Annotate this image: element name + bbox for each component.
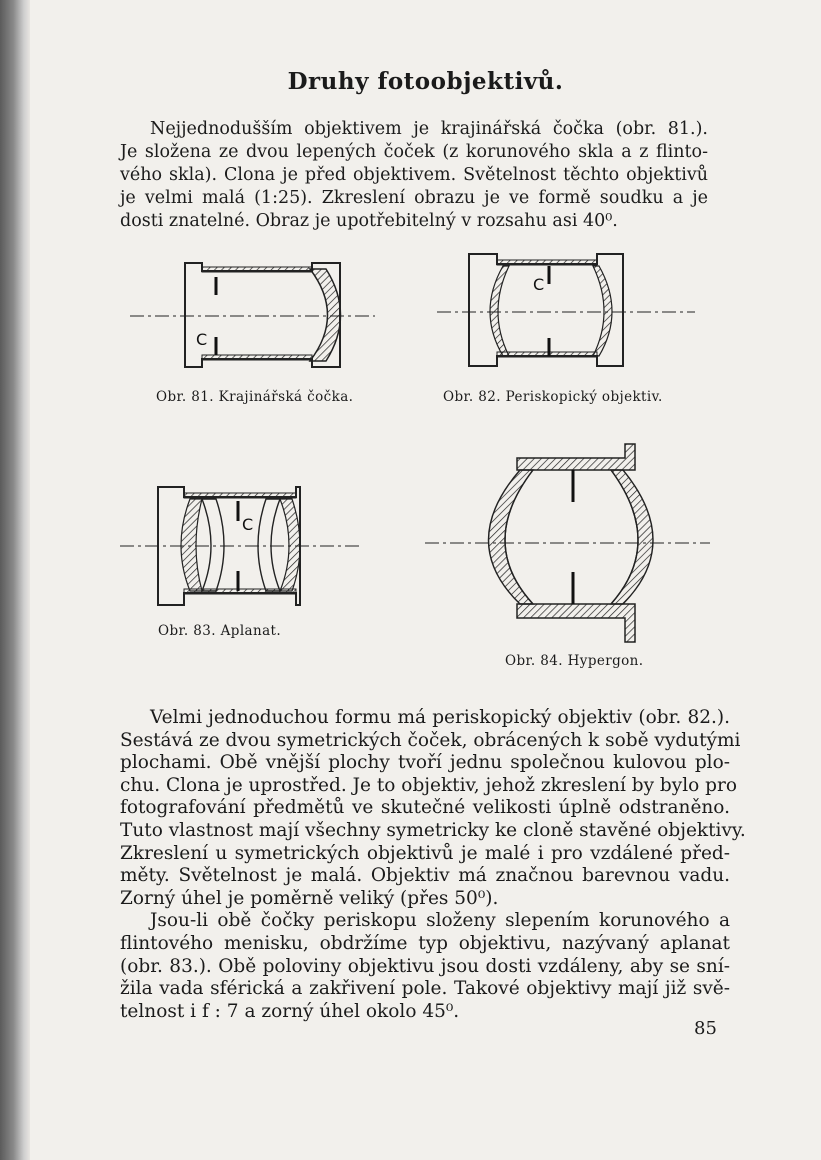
figure-82-caption: Obr. 82. Periskopický objektiv. bbox=[443, 389, 663, 405]
paragraph-2-line: žila vada sférická a zakřivení pole. Takové objektivy mají již svě- bbox=[120, 978, 730, 1000]
paragraph-2-line: plochami. Obě vnější plochy tvoří jednu společnou kulovou plo- bbox=[120, 752, 730, 774]
paragraph-2-line: flintového menisku, obdržíme typ objektivu, nazývaný aplanat bbox=[120, 932, 730, 954]
figure-81-diagram bbox=[130, 255, 375, 375]
page-number: 85 bbox=[694, 1018, 717, 1039]
paragraph-2-line: (obr. 83.). Obě poloviny objektivu jsou dosti vzdáleny, aby se sní- bbox=[120, 955, 730, 977]
figure-83-label: C bbox=[242, 515, 254, 534]
figure-81-label: C bbox=[196, 330, 208, 349]
paragraph-2-line: Zkreslení u symetrických objektivů je malé i pro vzdálené před- bbox=[120, 842, 730, 864]
paragraph-2 bbox=[120, 707, 746, 1023]
paragraph-2-line: fotografování předmětů ve skutečné velikosti úplně odstraněno. bbox=[120, 797, 730, 819]
paragraph-1-line: dosti znatelné. Obraz je upotřebitelný v rozsahu asi 40⁰. bbox=[120, 211, 618, 231]
figure-83-caption: Obr. 83. Aplanat. bbox=[158, 623, 282, 639]
paragraph-1-line: Nejjednodušším objektivem je krajinářská čočka (obr. 81.). bbox=[150, 119, 708, 139]
paragraph-2-line: Velmi jednoduchou formu má periskopický objektiv (obr. 82.). bbox=[150, 707, 730, 728]
figure-82-label: C bbox=[533, 275, 545, 294]
figure-84-caption: Obr. 84. Hypergon. bbox=[505, 653, 644, 669]
figure-84-diagram bbox=[425, 440, 710, 645]
paragraph-2-line: měty. Světelnost je malá. Objektiv má značnou barevnou vadu. bbox=[120, 865, 730, 887]
paragraph-2-line: Sestává ze dvou symetrických čoček, obrácených k sobě vydutými bbox=[120, 729, 741, 751]
paragraph-2-line: chu. Clona je uprostřed. Je to objektiv, jehož zkreslení by bylo pro bbox=[120, 774, 737, 796]
figure-81-caption: Obr. 81. Krajinářská čočka. bbox=[156, 389, 354, 405]
paragraph-2-line: telnost i f : 7 a zorný úhel okolo 45⁰. bbox=[120, 1000, 460, 1022]
paragraph-1-line: je velmi malá (1:25). Zkreslení obrazu je ve formě soudku a je bbox=[120, 188, 708, 208]
figure-83-diagram bbox=[120, 475, 360, 610]
book-spine-shadow bbox=[0, 0, 30, 1160]
page-title: Druhy fotoobjektivů. bbox=[287, 68, 564, 95]
paragraph-2-line: Jsou-li obě čočky periskopu složeny slepením korunového a bbox=[150, 910, 730, 932]
figure-82-diagram bbox=[437, 248, 695, 373]
paragraph-1-line: Je složena ze dvou lepených čoček (z korunového skla a z flinto- bbox=[120, 142, 708, 162]
paragraph-2-line: Zorný úhel je poměrně veliký (přes 50⁰). bbox=[120, 887, 499, 909]
paragraph-1-line: vého skla). Clona je před objektivem. Světelnost těchto objektivů bbox=[120, 165, 708, 185]
paragraph-2-line: Tuto vlastnost mají všechny symetricky ke cloně stavěné objektivy. bbox=[120, 819, 746, 841]
paragraph-1 bbox=[120, 118, 708, 233]
